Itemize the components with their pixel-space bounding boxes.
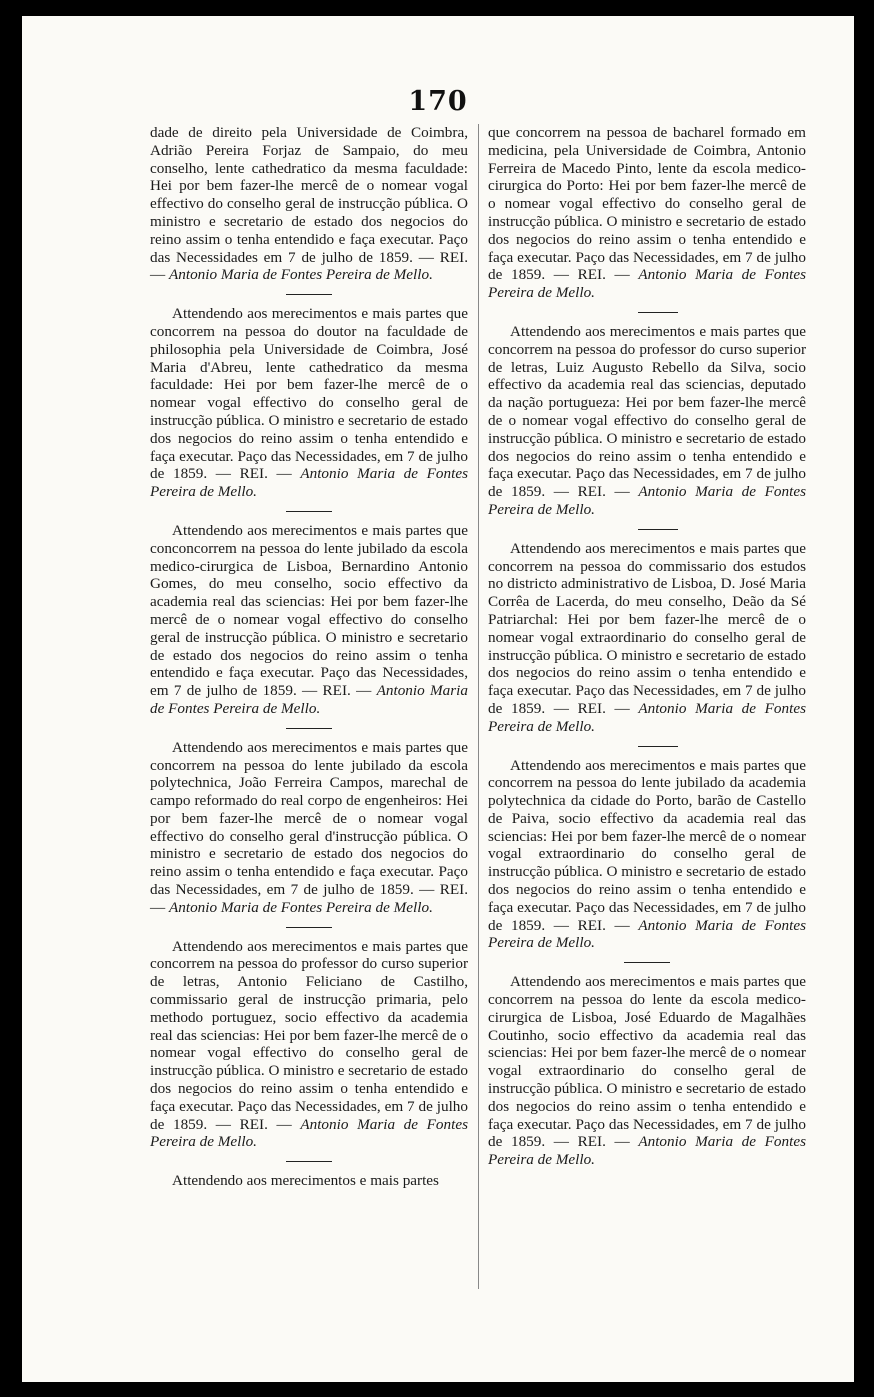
decree-paragraph	[150, 1172, 468, 1190]
decree-paragraph	[488, 323, 806, 519]
decree-text: Attendendo aos merecimentos e mais partes que concorrem na pessoa do lente jubilado da escola polytechnica, João Ferreira Campos, marechal de campo reformado do real corpo de engenheiros: Hei por bem fazer-lhe mercê de o nomear vogal effectivo do conselho geral d'instrucção pública. O ministro e secretario de estado dos negocios do reino assim o tenha entendido e faça executar. Paço das Necessidades, em 7 de julho de 1859. — REI. —	[150, 738, 468, 916]
section-rule	[638, 746, 678, 747]
section-rule	[286, 728, 332, 729]
document-page	[22, 16, 854, 1382]
page-number: 170	[408, 86, 468, 117]
decree-paragraph	[488, 124, 806, 302]
decree-paragraph	[488, 540, 806, 736]
section-rule	[638, 529, 678, 530]
decree-text: Attendendo aos merecimentos e mais partes que concorrem na pessoa do professor do curso superior de letras, Luiz Augusto Rebello da Silva, socio effectivo da academia real das sciencias, deputado da nação portugueza: Hei por bem fazer-lhe mercê de o nomear vogal effectivo do conselho geral de instrucção pública. O ministro e secretario de estado dos negocios do reino assim o tenha entendido e faça executar. Paço das Necessidades, em 7 de julho de 1859. — REI. —	[488, 322, 806, 501]
decree-signature: Antonio Maria de Fontes Pereira de Mello.	[150, 1115, 468, 1151]
column-divider	[478, 124, 479, 1289]
decree-text: Attendendo aos merecimentos e mais partes que concorrem na pessoa do commissario dos estudos no districto administrativo de Lisboa, D. José Maria Corrêa de Lacerda, do meu conselho, Deão da Sé Patriarchal: Hei por bem fazer-lhe mercê de o nomear vogal extraordinario do conselho geral de instrucção pública. O ministro e secretario de estado dos negocios do reino assim o tenha entendido e faça executar. Paço das Necessidades, em 7 de julho de 1859. — REI. —	[488, 539, 806, 717]
decree-signature: Antonio Maria de Fontes Pereira de Mello.	[488, 266, 806, 302]
decree-paragraph	[150, 522, 468, 718]
section-rule	[286, 1161, 332, 1162]
section-rule	[638, 312, 678, 313]
section-rule	[286, 511, 332, 512]
decree-signature: Antonio Maria de Fontes Pereira de Mello.	[488, 699, 806, 735]
decree-text: dade de direito pela Universidade de Coimbra, Adrião Pereira Forjaz de Sampaio, do meu conselho, lente cathedratico da mesma faculdade: Hei por bem fazer-lhe mercê de o nomear vogal effectivo do conselho geral de instrucção pública. O ministro e secretario de estado dos negocios do reino assim o tenha entendido e faça executar. Paço das Necessidades em 7 de julho de 1859. — REI. —	[150, 124, 468, 284]
decree-text: Attendendo aos merecimentos e mais partes que conconcorrem na pessoa do lente jubilado da escola medico-cirurgica de Lisboa, Bernardino Antonio Gomes, do meu conselho, socio effectivo da academia real das sciencias: Hei por bem fazer-lhe mercê de o nomear vogal effectivo do conselho geral de instrucção pública. O ministro e secretario de estado dos negocios do reino assim o tenha entendido e faça executar. Paço das Necessidades, em 7 de julho de 1859. — REI. —	[150, 521, 468, 700]
decree-text: Attendendo aos merecimentos e mais partes que concorrem na pessoa do doutor na faculdade de philosophia pela Universidade de Coimbra, José Maria d'Abreu, lente cathedratico da mesma faculdade: Hei por bem fazer-lhe mercê de o nomear vogal effectivo do conselho geral de instrucção pública. O ministro e secretario de estado dos negocios do reino assim o tenha entendido e faça executar. Paço das Necessidades, em 7 de julho de 1859. — REI. —	[150, 305, 468, 483]
section-rule	[624, 962, 670, 963]
left-column	[150, 124, 468, 1200]
decree-signature: Antonio Maria de Fontes Pereira de Mello.	[168, 266, 433, 284]
decree-signature: Antonio Maria de Fontes Pereira de Mello.	[488, 1133, 806, 1169]
decree-signature: Antonio Maria de Fontes Pereira de Mello.	[168, 898, 433, 916]
section-rule	[286, 927, 332, 928]
decree-paragraph	[488, 973, 806, 1169]
decree-text: Attendendo aos merecimentos e mais partes que concorrem na pessoa do lente da escola medico-cirurgica de Lisboa, José Eduardo de Magalhães Coutinho, socio effectivo da academia real das sciencias: Hei por bem fazer-lhe mercê de o nomear vogal extraordinario do conselho geral de instrucção pública. O ministro e secretario de estado dos negocios do reino assim o tenha entendido e faça executar. Paço das Necessidades, em 7 de julho de 1859. — REI. —	[488, 973, 806, 1151]
decree-text: Attendendo aos merecimentos e mais partes que concorrem na pessoa do lente jubilado da academia polytechnica da cidade do Porto, barão de Castello de Paiva, socio effectivo da academia real das sciencias: Hei por bem fazer-lhe mercê de o nomear vogal extraordinario do conselho geral de instrucção pública. O ministro e secretario de estado dos negocios do reino assim o tenha entendido e faça executar. Paço das Necessidades, em 7 de julho de 1859. — REI. —	[488, 756, 806, 934]
section-rule	[286, 294, 332, 295]
decree-signature: Antonio Maria de Fontes Pereira de Mello.	[488, 916, 806, 952]
decree-text: Attendendo aos merecimentos e mais partes que concorrem na pessoa do professor do curso superior de letras, Antonio Feliciano de Castilho, commissario geral de instrucção primaria, pelo methodo portuguez, socio effectivo da academia real das sciencias: Hei por bem fazer-lhe mercê de o nomear vogal effectivo do conselho geral de instrucção pública. O ministro e secretario de estado dos negocios do reino assim o tenha entendido e faça executar. Paço das Necessidades, em 7 de julho de 1859. — REI. —	[150, 937, 468, 1133]
decree-paragraph	[150, 739, 468, 917]
decree-paragraph	[150, 938, 468, 1152]
decree-signature: Antonio Maria de Fontes Pereira de Mello.	[150, 465, 468, 501]
decree-paragraph	[150, 305, 468, 501]
decree-paragraph	[150, 124, 468, 284]
decree-text: que concorrem na pessoa de bacharel formado em medicina, pela Universidade de Coimbra, Antonio Ferreira de Macedo Pinto, lente da escola medico-cirurgica do Porto: Hei por bem fazer-lhe mercê de o nomear vogal effectivo do conselho geral de instrucção pública. O ministro e secretario de estado dos negocios do reino assim o tenha entendido e faça executar. Paço das Necessidades, em 7 de julho de 1859. — REI. —	[488, 124, 806, 284]
decree-signature: Antonio Maria de Fontes Pereira de Mello.	[488, 483, 806, 518]
decree-signature: Antonio Maria de Fontes Pereira de Mello.	[150, 682, 468, 717]
decree-paragraph	[488, 757, 806, 953]
decree-text: Attendendo aos merecimentos e mais partes	[172, 1172, 439, 1190]
right-column	[488, 124, 806, 1179]
